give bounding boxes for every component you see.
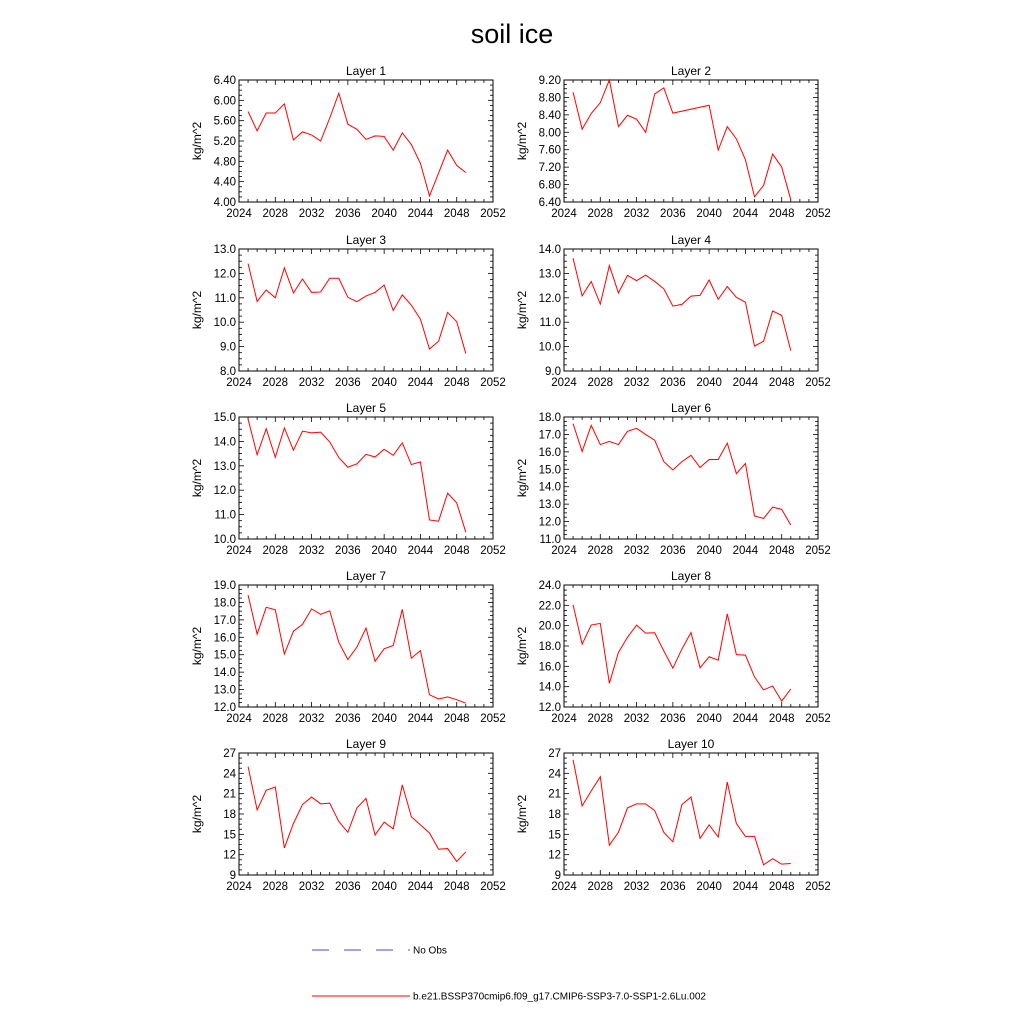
series-line	[573, 424, 791, 525]
x-tick-label: 2040	[371, 713, 397, 725]
panel-layer-3	[190, 233, 506, 389]
x-tick-label: 2036	[335, 881, 361, 893]
x-tick-label: 2048	[443, 713, 470, 725]
y-tick-label: 17.0	[538, 429, 561, 442]
y-axis-label: kg/m^2	[515, 626, 529, 666]
x-tick-label: 2024	[226, 713, 252, 725]
y-tick-label: 14.0	[538, 481, 561, 494]
panel-layer-10	[515, 737, 831, 893]
panel-layer-8	[515, 569, 831, 725]
y-tick-label: 11.0	[214, 509, 236, 522]
x-tick-label: 2036	[660, 713, 686, 725]
x-tick-label: 2048	[768, 545, 795, 557]
y-axis-label: kg/m^2	[190, 626, 204, 666]
x-tick-label: 2040	[371, 545, 397, 557]
y-tick-label: 10.0	[538, 341, 561, 354]
y-tick-label: 18	[223, 809, 236, 821]
x-tick-label: 2028	[262, 881, 289, 893]
y-tick-label: 13.0	[538, 268, 561, 281]
panel-title: Layer 9	[345, 737, 387, 751]
y-tick-label: 24	[223, 768, 236, 781]
series-line	[248, 419, 466, 532]
x-tick-label: 2032	[298, 545, 325, 557]
x-tick-label: 2036	[660, 545, 686, 557]
x-tick-label: 2044	[407, 881, 434, 893]
x-tick-label: 2040	[371, 208, 397, 220]
y-tick-label: 13.0	[213, 460, 236, 473]
x-tick-label: 2040	[696, 208, 722, 220]
y-tick-label: 12.0	[538, 292, 561, 305]
y-axis-label: kg/m^2	[515, 290, 529, 330]
y-tick-label: 22.0	[538, 600, 561, 613]
y-tick-label: 9.0	[545, 366, 561, 378]
x-tick-label: 2036	[660, 881, 686, 893]
y-axis-label: kg/m^2	[515, 121, 529, 161]
plot-frame	[564, 753, 818, 875]
x-tick-label: 2024	[226, 208, 252, 220]
x-tick-label: 2032	[623, 713, 650, 725]
y-tick-label: 16.0	[213, 632, 236, 645]
x-tick-label: 2032	[623, 545, 650, 557]
x-tick-label: 2040	[696, 881, 722, 893]
x-tick-label: 2052	[805, 545, 831, 557]
x-tick-label: 2028	[587, 545, 614, 557]
x-tick-label: 2032	[623, 881, 650, 893]
y-tick-label: 12.0	[213, 702, 236, 714]
x-tick-label: 2044	[732, 881, 759, 893]
x-tick-label: 2052	[480, 713, 506, 725]
y-tick-label: 18	[548, 809, 561, 821]
x-tick-label: 2052	[480, 545, 506, 557]
y-tick-label: 7.20	[538, 162, 561, 175]
y-tick-label: 16.0	[538, 446, 561, 459]
plot-frame	[239, 753, 493, 875]
y-tick-label: 8.0	[220, 366, 236, 378]
x-tick-label: 2044	[732, 545, 759, 557]
y-tick-label: 13.0	[213, 244, 236, 256]
series-line	[573, 258, 791, 350]
y-tick-label: 12.0	[538, 702, 561, 714]
panel-title: Layer 8	[670, 569, 712, 583]
y-tick-label: 6.80	[538, 179, 561, 192]
y-axis-label: kg/m^2	[190, 458, 204, 498]
series-line	[573, 80, 791, 200]
plot-frame	[564, 585, 818, 707]
x-tick-label: 2048	[443, 208, 470, 220]
panel-title: Layer 7	[345, 569, 387, 583]
y-tick-label: 13.0	[213, 684, 236, 697]
y-axis-label: kg/m^2	[190, 290, 204, 330]
y-tick-label: 4.40	[213, 176, 236, 189]
x-tick-label: 2052	[480, 881, 506, 893]
y-tick-label: 14.0	[213, 667, 236, 680]
x-tick-label: 2024	[226, 881, 252, 893]
x-tick-label: 2048	[768, 208, 795, 220]
x-tick-label: 2048	[768, 713, 795, 725]
panel-layer-2	[515, 64, 831, 220]
panel-title: Layer 2	[670, 64, 712, 78]
x-tick-label: 2028	[262, 208, 289, 220]
y-tick-label: 18.0	[538, 412, 561, 424]
series-line	[248, 264, 466, 354]
panel-title: Layer 1	[345, 64, 387, 78]
x-tick-label: 2040	[696, 545, 722, 557]
x-tick-label: 2048	[768, 881, 795, 893]
x-tick-label: 2048	[768, 377, 795, 389]
y-tick-label: 6.40	[538, 197, 561, 209]
y-tick-label: 21	[223, 788, 236, 801]
y-tick-label: 14.0	[538, 244, 561, 256]
x-tick-label: 2044	[732, 208, 759, 220]
y-tick-label: 12.0	[213, 485, 236, 498]
series-line	[248, 767, 466, 862]
plot-frame	[239, 585, 493, 707]
panel-layer-9	[190, 737, 506, 893]
x-tick-label: 2028	[587, 377, 614, 389]
x-tick-label: 2032	[623, 377, 650, 389]
y-axis-label: kg/m^2	[190, 121, 204, 161]
panel-layer-6	[515, 401, 831, 557]
x-tick-label: 2032	[623, 208, 650, 220]
y-tick-label: 20.0	[538, 620, 561, 633]
x-tick-label: 2024	[226, 377, 252, 389]
y-tick-label: 10.0	[213, 317, 236, 330]
y-tick-label: 12.0	[538, 516, 561, 529]
y-tick-label: 11.0	[539, 534, 561, 546]
y-tick-label: 5.20	[213, 136, 236, 148]
x-tick-label: 2052	[480, 208, 506, 220]
y-tick-label: 8.80	[538, 92, 561, 105]
x-tick-label: 2028	[587, 208, 614, 220]
panel-title: Layer 4	[670, 233, 712, 247]
x-tick-label: 2024	[551, 713, 577, 725]
y-tick-label: 8.40	[538, 109, 561, 122]
x-tick-label: 2052	[480, 377, 506, 389]
panel-title: Layer 5	[345, 401, 387, 415]
y-tick-label: 15.0	[538, 464, 561, 477]
y-tick-label: 11.0	[539, 317, 561, 330]
x-tick-label: 2036	[660, 208, 686, 220]
y-tick-label: 21	[548, 788, 561, 801]
x-tick-label: 2048	[443, 545, 470, 557]
series-line	[573, 760, 791, 865]
x-tick-label: 2040	[696, 713, 722, 725]
plot-frame	[239, 80, 493, 202]
panel-layer-5	[190, 401, 506, 557]
x-tick-label: 2052	[805, 377, 831, 389]
series-line	[248, 93, 466, 196]
x-tick-label: 2024	[226, 545, 252, 557]
y-tick-label: 9	[229, 870, 236, 882]
y-tick-label: 24.0	[538, 580, 561, 592]
y-tick-label: 7.60	[538, 144, 561, 157]
y-tick-label: 9.20	[538, 75, 561, 87]
panel-title: Layer 6	[670, 401, 712, 415]
x-tick-label: 2044	[732, 377, 759, 389]
panel-layer-4	[515, 233, 831, 389]
y-tick-label: 15.0	[213, 412, 236, 424]
panel-title: Layer 10	[667, 737, 715, 751]
x-tick-label: 2028	[262, 545, 289, 557]
x-tick-label: 2032	[298, 208, 325, 220]
y-tick-label: 24	[548, 768, 561, 781]
x-tick-label: 2052	[805, 881, 831, 893]
x-tick-label: 2052	[805, 713, 831, 725]
x-tick-label: 2044	[407, 545, 434, 557]
y-tick-label: 15	[548, 829, 561, 842]
y-tick-label: 14.0	[213, 436, 236, 449]
y-tick-label: 12	[548, 849, 561, 862]
y-tick-label: 14.0	[538, 681, 561, 694]
y-tick-label: 6.00	[213, 95, 236, 108]
x-tick-label: 2048	[443, 881, 470, 893]
plot-frame	[239, 417, 493, 539]
legend-label-no-obs: No Obs	[413, 945, 447, 957]
plot-frame	[239, 249, 493, 371]
x-tick-label: 2024	[551, 545, 577, 557]
x-tick-label: 2024	[551, 377, 577, 389]
x-tick-label: 2036	[335, 545, 361, 557]
y-tick-label: 11.0	[214, 292, 236, 305]
y-tick-label: 15	[223, 829, 236, 842]
y-tick-label: 10.0	[213, 534, 236, 546]
y-tick-label: 9.0	[220, 341, 236, 354]
x-tick-label: 2036	[660, 377, 686, 389]
x-tick-label: 2032	[298, 881, 325, 893]
panel-layer-7	[190, 569, 506, 725]
y-tick-label: 9	[554, 870, 561, 882]
x-tick-label: 2028	[262, 377, 289, 389]
x-tick-label: 2044	[407, 377, 434, 389]
y-tick-label: 18.0	[538, 641, 561, 653]
y-tick-label: 8.00	[538, 127, 561, 140]
y-tick-label: 12.0	[213, 268, 236, 281]
x-tick-label: 2028	[587, 713, 614, 725]
x-tick-label: 2028	[587, 881, 614, 893]
x-tick-label: 2036	[335, 377, 361, 389]
plot-frame	[564, 417, 818, 539]
x-tick-label: 2036	[335, 713, 361, 725]
y-tick-label: 18.0	[213, 597, 236, 610]
x-tick-label: 2040	[371, 881, 397, 893]
x-tick-label: 2040	[696, 377, 722, 389]
series-line	[248, 595, 466, 703]
plot-frame	[564, 249, 818, 371]
x-tick-label: 2044	[407, 208, 434, 220]
y-tick-label: 6.40	[213, 75, 236, 87]
y-axis-label: kg/m^2	[515, 458, 529, 498]
y-tick-label: 19.0	[213, 580, 236, 592]
x-tick-label: 2044	[407, 713, 434, 725]
y-tick-label: 16.0	[538, 661, 561, 674]
y-tick-label: 5.60	[213, 115, 236, 128]
y-tick-label: 4.00	[213, 197, 236, 209]
x-tick-label: 2024	[551, 881, 577, 893]
y-tick-label: 17.0	[213, 614, 236, 627]
panel-layer-1	[190, 64, 506, 220]
series-line	[573, 605, 791, 701]
y-axis-label: kg/m^2	[190, 794, 204, 834]
y-tick-label: 27	[223, 748, 236, 760]
panel-title: Layer 3	[345, 233, 387, 247]
y-tick-label: 4.80	[213, 156, 236, 169]
y-axis-label: kg/m^2	[515, 794, 529, 834]
y-tick-label: 15.0	[213, 649, 236, 662]
legend-label-model: b.e21.BSSP370cmip6.f09_g17.CMIP6-SSP3-7.0-SSP1-2.6Lu.002	[413, 991, 706, 1003]
x-tick-label: 2052	[805, 208, 831, 220]
x-tick-label: 2048	[443, 377, 470, 389]
y-tick-label: 12	[223, 849, 236, 862]
x-tick-label: 2024	[551, 208, 577, 220]
x-tick-label: 2032	[298, 713, 325, 725]
x-tick-label: 2044	[732, 713, 759, 725]
panels-container	[190, 64, 831, 893]
legend	[312, 946, 706, 1003]
x-tick-label: 2032	[298, 377, 325, 389]
figure-title: soil ice	[470, 19, 554, 49]
y-tick-label: 13.0	[538, 499, 561, 512]
x-tick-label: 2036	[335, 208, 361, 220]
y-tick-label: 27	[548, 748, 561, 760]
x-tick-label: 2040	[371, 377, 397, 389]
x-tick-label: 2028	[262, 713, 289, 725]
